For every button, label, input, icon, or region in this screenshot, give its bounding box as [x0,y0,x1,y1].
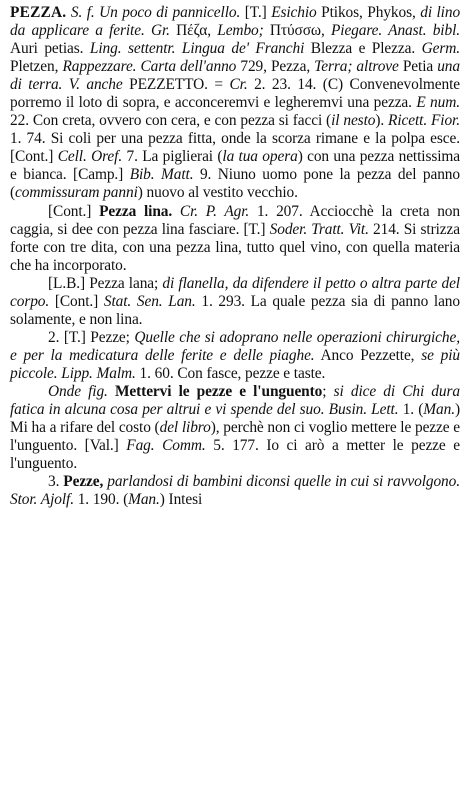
citation: Ricett. Fior. [388,112,460,130]
subentry-head: Pezza lina. [99,202,173,220]
definition: parlandosi di bambini diconsi quelle in cui si ravvolgono. Stor. Ajolf. [10,473,461,509]
subentry-pezza-lana: [L.B.] Pezza lana; di flanella, da difendere il petto o altra parte del corpo. [Cont.] Stat. Sen. Lan. 1. 293. La quale pezza sia di panno lano solamente, e non lina. [10,274,460,328]
sense-2-pezze: 2. [T.] Pezze; Quelle che si adoprano nelle operazioni chirurgiche, e per la medicatura delle ferite e delle piaghe. Anco Pezzette, se più piccole. Lipp. Malm. 1. 60. Con fasce, pezze e taste. [10,328,460,382]
etymology-italic: Esichio [271,4,317,21]
citation: Stat. Sen. Lan. [103,292,196,310]
citation: Bib. Matt. [129,166,194,184]
entry-pezza: PEZZA. S. f. Un poco di pannicello. [T.] Esichio Ptikos, Phykos, di lino da applicare a ferite. Gr. Πέζα, Lembo; Πτύσσω, Piegare. Anast. bibl. Auri petias. Ling. settentr. Lingua de' Franchi Blezza e Plezza. Germ. Pletzen, Rappezzare. Carta dell'anno 729, Pezza, Terra; altrove Petia una di terra. V. anche PEZZETTO. = Cr. 2. 23. 14. (C) Convenevolmente porremo il loto di sopra, e acconceremvi e legheremvi una pezza. E num. 22. Con creta, ovvero con cera, e con pezza si facci (il nesto). Ricett. Fior. 1. 74. Si coli per una pezza fitta, onde la scorza rimane e la polpa esce. [Cont.] Cell. Oref. 7. La piglierai (la tua opera) con una pezza nettissima e bianca. [Camp.] Bib. Matt. 9. Niuno uomo pone la pezza del panno (commissuram panni) nuovo al vestito vecchio. [10,4,461,202]
definition: Quelle che si adoprano nelle operazioni chirurgiche, e per la medicatura delle ferite e delle piaghe. [10,328,460,364]
subentry-head: Pezze, [63,473,104,491]
citation: Soder. Tratt. Vit. [269,220,369,238]
subentry-head: Mettervi le pezze e l'unguento [114,382,323,400]
citation: Cell. Oref. [57,148,123,166]
subentry-pezza-lina: [Cont.] Pezza lina. Cr. P. Agr. 1. 207. Acciocchè la creta non caggia, si dee con pezza lina fasciare. [T.] Soder. Tratt. Vit. 214. Si strizza forte con tre dita, con una pezza lina, tutto quel vino, con quella materia che ha incorporato. [10,202,460,274]
citation: E num. [416,94,460,112]
citation: Cr. P. Agr. [179,202,250,220]
definition: Un poco di pannicello. [99,4,241,21]
citation: Fag. Comm. [126,437,206,455]
grammar-label: S. f. [70,4,95,21]
sense-3-pezze: 3. Pezze, parlandosi di bambini diconsi quelle in cui si ravvolgono. Stor. Ajolf. 1. 190. (Man.) Intesi [10,473,461,509]
subentry-figurative: Onde fig. Mettervi le pezze e l'unguento; si dice di Chi dura fatica in alcuna cosa per altrui e vi spende del suo. Busin. Lett. 1. (Man.) Mi ha a rifare del costo (del libro), perchè non ci voglio mettere le pezze e l'unguento. [Val.] Fag. Comm. 5. 177. Io ci arò a metter le pezze e l'unguento. [10,382,460,473]
headword: PEZZA. [10,4,67,21]
definition: si dice di Chi dura fatica in alcuna cosa per altrui e vi spende del suo. Busin. Lett. [10,382,460,419]
definition: di flanella, da difendere il petto o altra parte del corpo. [10,274,460,310]
citation: Cr. [229,76,248,94]
source-tag: [T.] [244,4,267,21]
